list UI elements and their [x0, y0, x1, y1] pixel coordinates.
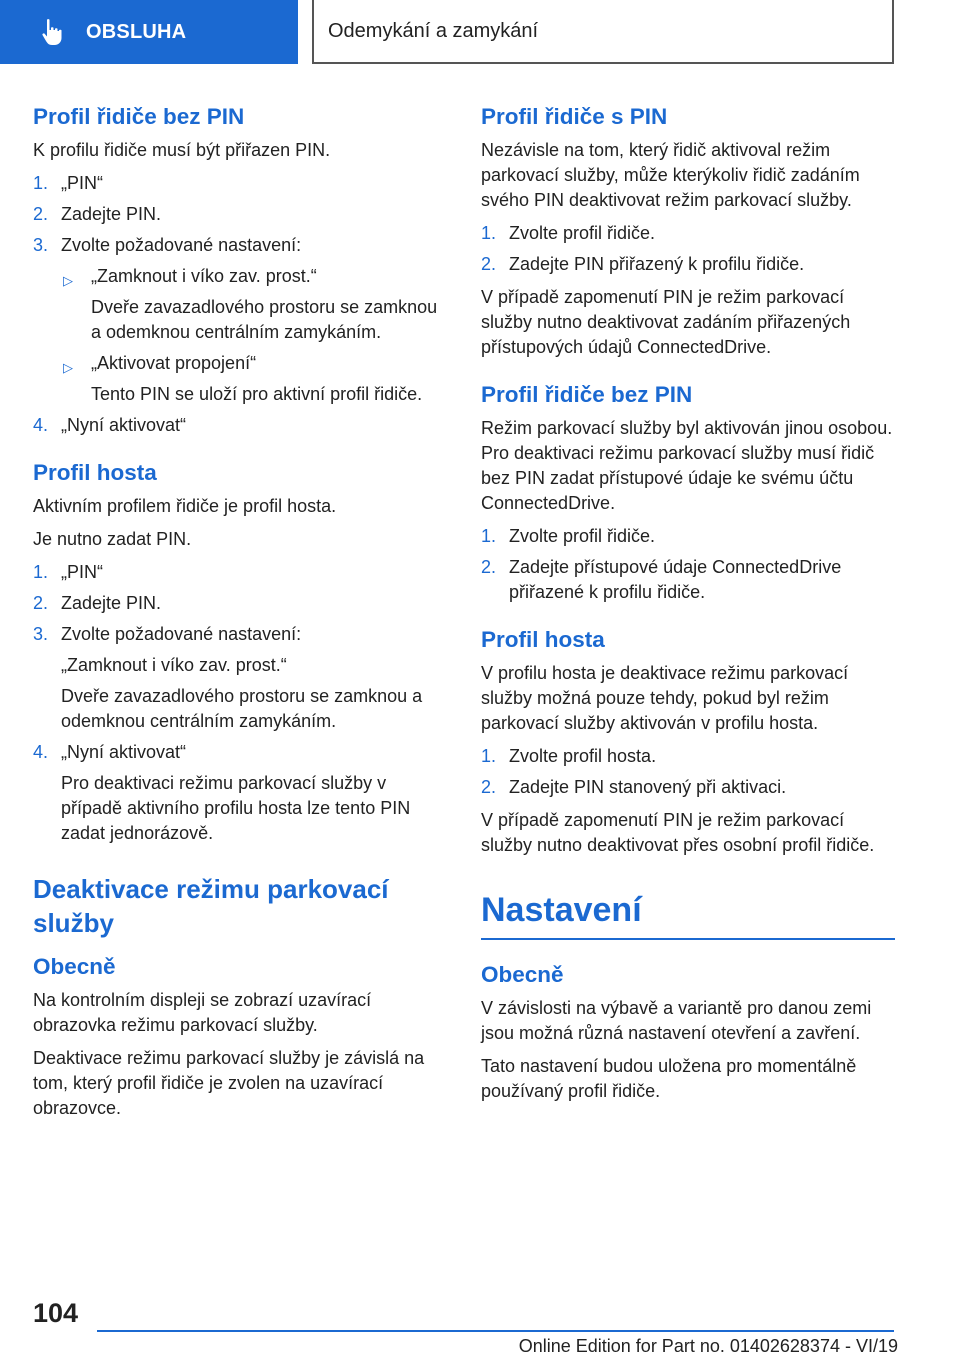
option-item [61, 264, 445, 345]
list-item [481, 775, 895, 800]
step-number: 4. [33, 742, 49, 762]
left-column [33, 104, 445, 1129]
paragraph: Režim parkovací služby byl aktivován jinou osobou. Pro deaktivaci režimu parkovací služby musí řidič bez PIN zadat přístupové údaje ke svému účtu ConnectedDrive. [481, 418, 893, 513]
list-item [33, 233, 445, 407]
list-item [33, 622, 445, 734]
edition-text: Online Edition for Part no. 01402628374 - VI/19 [518, 1336, 898, 1356]
step-text: Zvolte profil hosta. [509, 746, 657, 766]
list-item [481, 555, 895, 605]
section-heading: Profil řidiče s PIN [481, 104, 668, 129]
list-item [33, 591, 445, 616]
section-heading: Profil hosta [481, 627, 605, 652]
list-item [481, 221, 895, 246]
step-text: „Nyní aktivovat“ [61, 742, 187, 762]
paragraph: V profilu hosta je deaktivace režimu parkovací služby možná pouze tehdy, pokud byl režim parkovací služby aktivován v profilu hosta. [481, 663, 849, 733]
paragraph: Je nutno zadat PIN. [33, 529, 192, 549]
list-item [33, 413, 445, 438]
step-number: 2. [481, 254, 497, 274]
section-heading: Profil hosta [33, 460, 157, 485]
triangle-right-icon: ▷ [63, 273, 73, 288]
right-column [481, 104, 895, 1112]
option-desc: Dveře zavazadlového prostoru se zamknou a odemknou centrálním zamykáním. [91, 297, 438, 342]
step-number: 3. [33, 624, 49, 644]
option-desc: Tento PIN se uloží pro aktivní profil řidiče. [91, 384, 423, 404]
step-list [33, 171, 445, 438]
step-number: 1. [33, 173, 49, 193]
step-list [481, 221, 895, 277]
section-tab [0, 0, 298, 64]
step-subtext: Pro deaktivaci režimu parkovací služby v případě aktivního profilu hosta lze tento PIN zadat jednorázově. [61, 773, 411, 843]
step-number: 1. [33, 562, 49, 582]
step-number: 3. [33, 235, 49, 255]
step-number: 2. [481, 557, 497, 577]
paragraph: Tato nastavení budou uložena pro momentálně používaný profil řidiče. [481, 1056, 857, 1101]
step-number: 1. [481, 223, 497, 243]
step-number: 2. [33, 204, 49, 224]
step-number: 2. [481, 777, 497, 797]
step-number: 1. [481, 746, 497, 766]
step-list [481, 524, 895, 605]
step-text: „Nyní aktivovat“ [61, 415, 187, 435]
chapter-header [312, 0, 894, 64]
paragraph: Aktivním profilem řidiče je profil hosta. [33, 496, 337, 516]
step-subtext: Dveře zavazadlového prostoru se zamknou a odemknou centrálním zamykáním. [61, 686, 423, 731]
step-text: Zvolte profil řidiče. [509, 223, 656, 243]
paragraph: V případě zapomenutí PIN je režim parkovací služby nutno deaktivovat přes osobní profil řidiče. [481, 810, 875, 855]
step-number: 4. [33, 415, 49, 435]
list-item [33, 560, 445, 585]
section-heading: Profil řidiče bez PIN [481, 382, 693, 407]
section-heading: Obecně [33, 954, 116, 979]
chapter-heading: Deaktivace režimu parkovací služby [33, 874, 389, 938]
triangle-right-icon: ▷ [63, 360, 73, 375]
chapter-heading: Nastavení [481, 888, 895, 940]
paragraph: V závislosti na výbavě a variantě pro danou zemi jsou možná různá nastavení otevření a zavření. [481, 998, 872, 1043]
paragraph: Deaktivace režimu parkovací služby je závislá na tom, který profil řidiče je zvolen na uzavírací obrazovce. [33, 1048, 425, 1118]
paragraph: K profilu řidiče musí být přiřazen PIN. [33, 140, 331, 160]
step-text: Zvolte požadované nastavení: [61, 624, 302, 644]
section-heading: Profil řidiče bez PIN [33, 104, 245, 129]
paragraph: Na kontrolním displeji se zobrazí uzavírací obrazovka režimu parkovací služby. [33, 990, 372, 1035]
step-text: Zvolte požadované nastavení: [61, 235, 302, 255]
step-text: „PIN“ [61, 562, 103, 582]
section-heading: Obecně [481, 962, 564, 987]
option-title: „Aktivovat propojení“ [91, 353, 257, 373]
step-text: Zadejte PIN přiřazený k profilu řidiče. [509, 254, 805, 274]
step-text: Zadejte PIN stanovený při aktivaci. [509, 777, 787, 797]
section-tab-label: OBSLUHA [86, 20, 187, 43]
chapter-title: Odemykání a zamykání [328, 19, 539, 42]
option-title: „Zamknout i víko zav. prost.“ [91, 266, 317, 286]
list-item [481, 524, 895, 549]
list-item [481, 744, 895, 769]
paragraph: V případě zapomenutí PIN je režim parkovací služby nutno deaktivovat zadáním přiřazených přístupových údajů ConnectedDrive. [481, 287, 851, 357]
option-item [61, 351, 445, 407]
page-number: 104 [33, 1298, 79, 1328]
paragraph: Nezávisle na tom, který řidič aktivoval režim parkovací služby, může kterýkoliv řidič zadáním svého PIN deaktivovat režim parkovací služby. [481, 140, 860, 210]
step-number: 1. [481, 526, 497, 546]
step-text: „PIN“ [61, 173, 103, 193]
list-item [33, 202, 445, 227]
option-list [61, 264, 445, 407]
step-list [481, 744, 895, 800]
list-item [481, 252, 895, 277]
pointing-hand-icon [40, 18, 66, 46]
step-subtext: „Zamknout i víko zav. prost.“ [61, 655, 287, 675]
step-list [33, 560, 445, 846]
step-text: Zadejte přístupové údaje ConnectedDrive přiřazené k profilu řidiče. [509, 557, 842, 602]
list-item [33, 740, 445, 846]
step-number: 2. [33, 593, 49, 613]
step-text: Zvolte profil řidiče. [509, 526, 656, 546]
step-text: Zadejte PIN. [61, 593, 162, 613]
footer-divider [97, 1330, 894, 1332]
step-text: Zadejte PIN. [61, 204, 162, 224]
list-item [33, 171, 445, 196]
